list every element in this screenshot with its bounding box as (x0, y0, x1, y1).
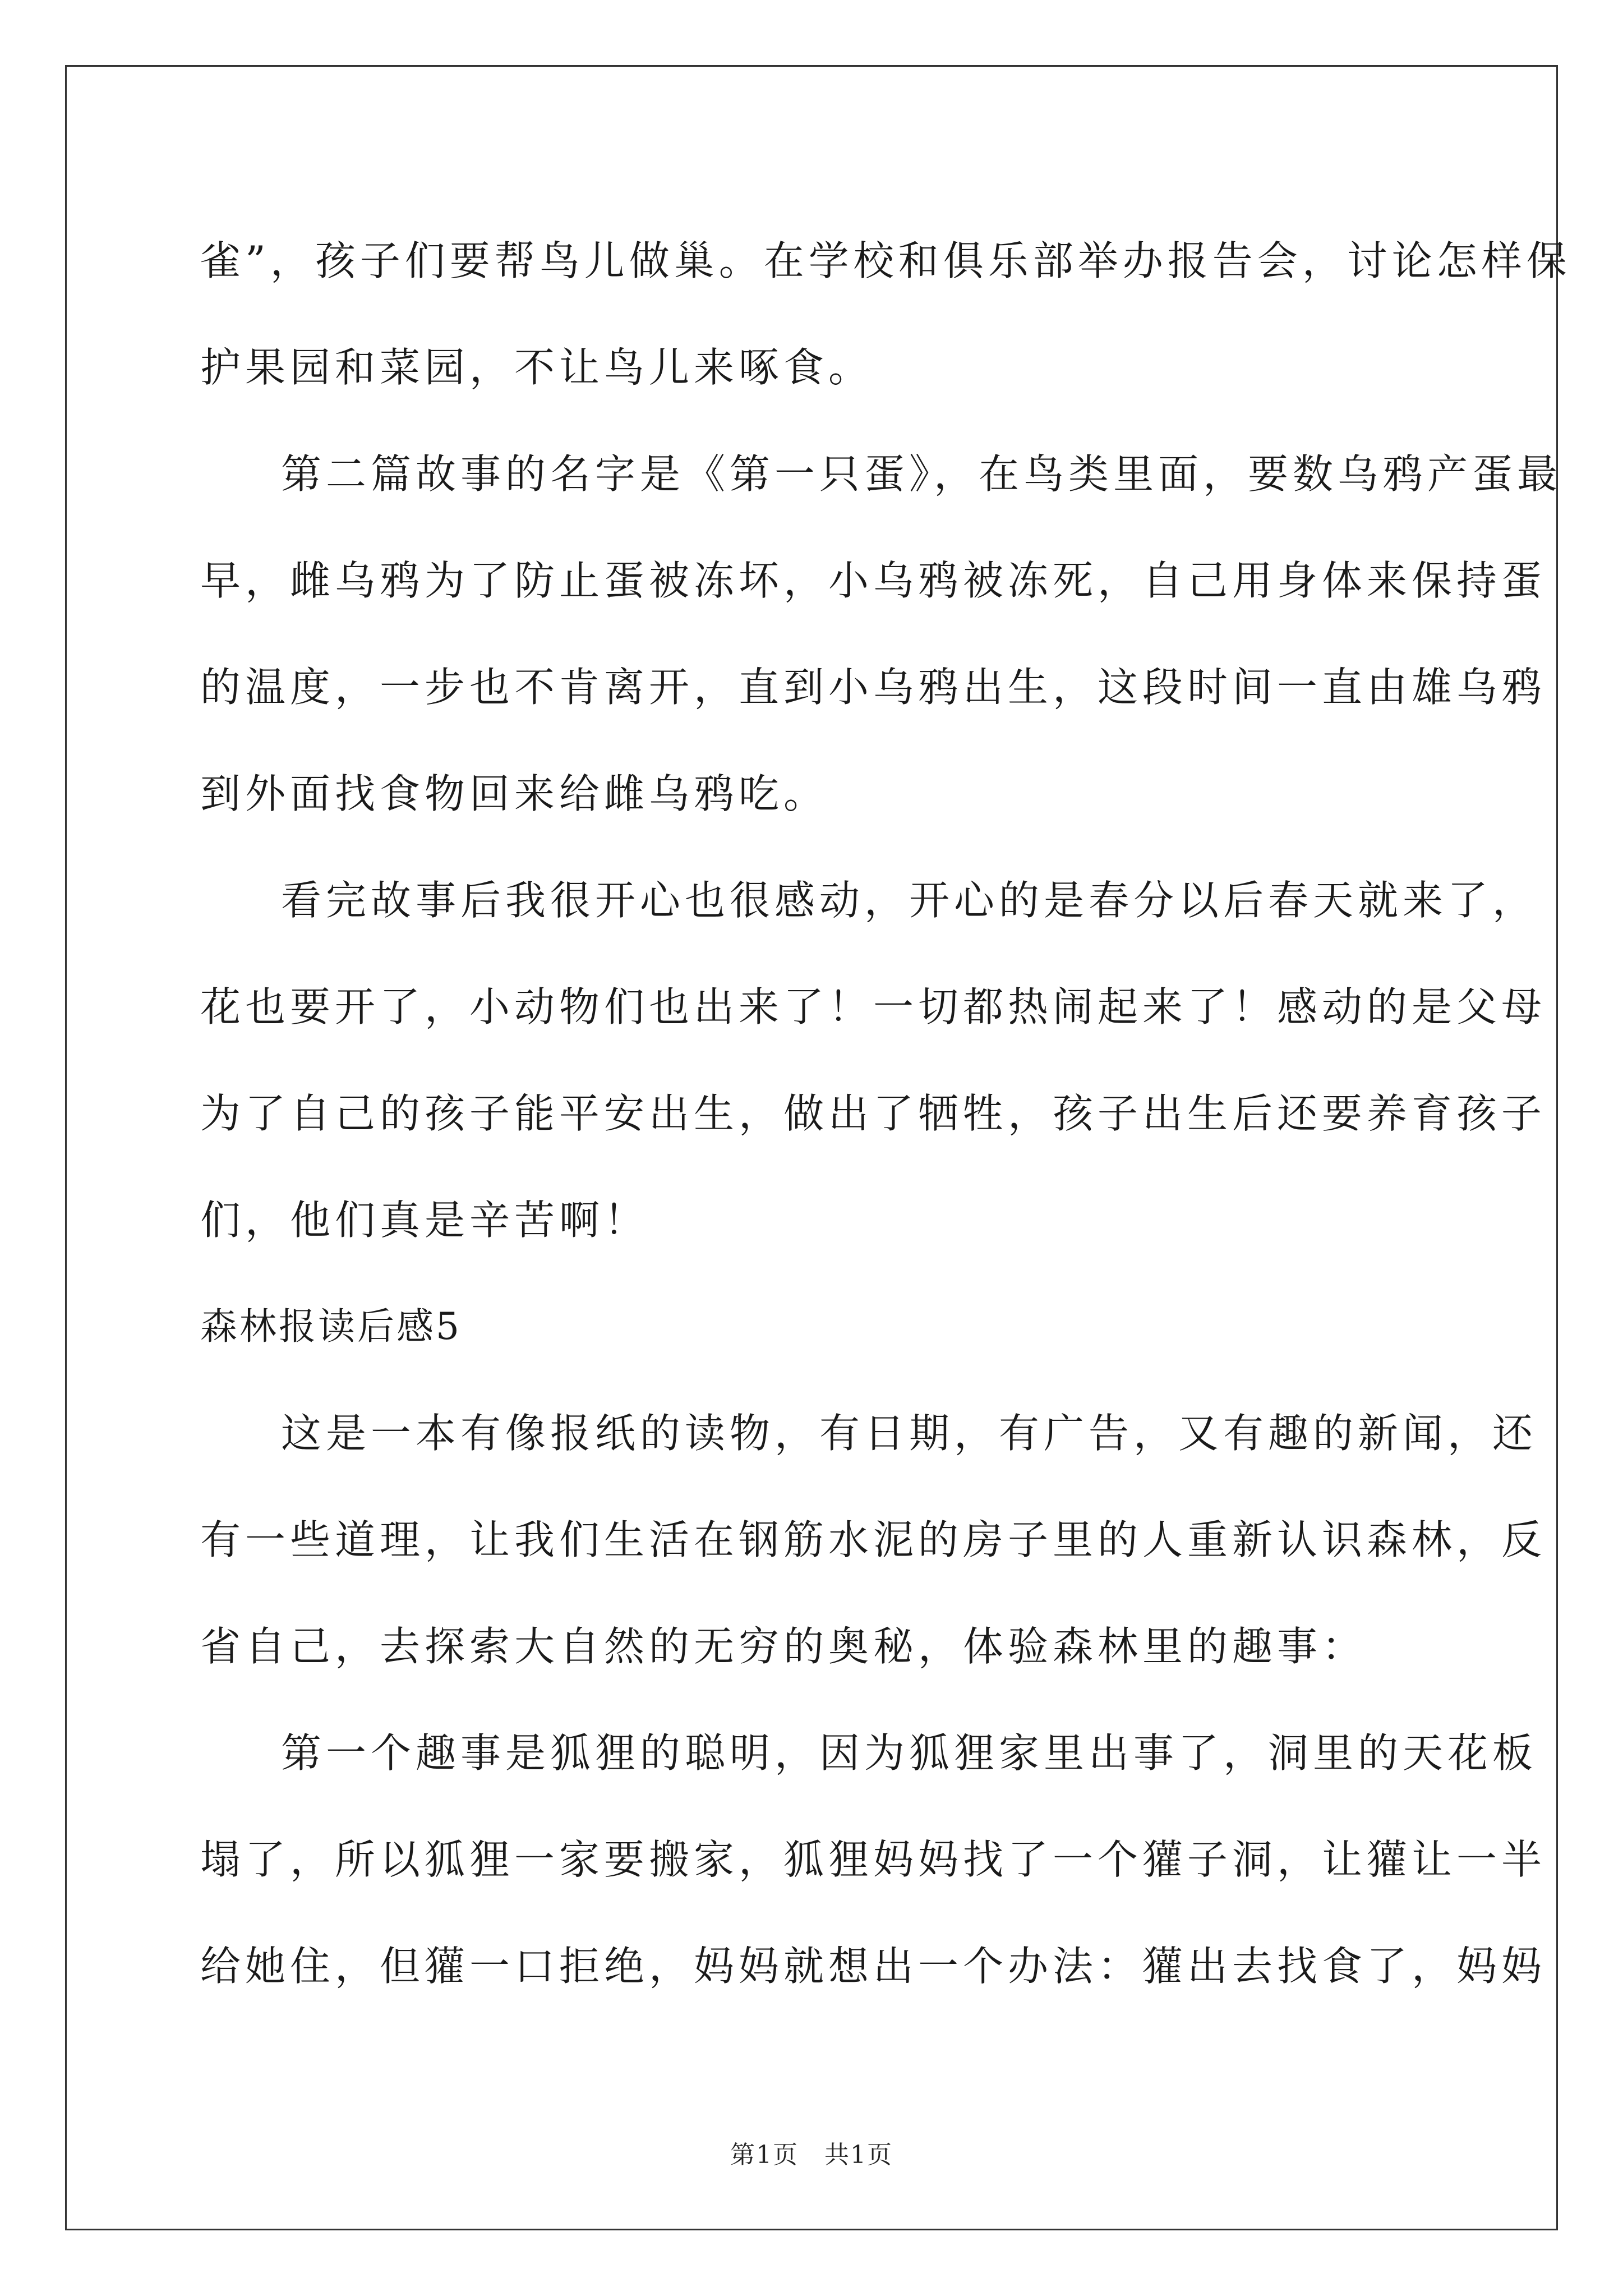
body-line: 花也要开了，小动物们也出来了！一切都热闹起来了！感动的是父母 (200, 983, 1547, 1030)
body-line: 们，他们真是辛苦啊！ (200, 1197, 649, 1244)
body-line: 护果园和菜园，不让鸟儿来啄食。 (200, 344, 874, 391)
body-line: 早，雌乌鸦为了防止蛋被冻坏，小乌鸦被冻死，自己用身体来保持蛋 (200, 557, 1547, 604)
body-line: 有一些道理，让我们生活在钢筋水泥的房子里的人重新认识森林，反 (200, 1516, 1547, 1563)
body-line: 雀”，孩子们要帮鸟儿做巢。在学校和俱乐部举办报告会，讨论怎样保 (200, 237, 1571, 284)
paragraph-start-line: 第一个趣事是狐狸的聪明，因为狐狸家里出事了，洞里的天花板 (281, 1729, 1538, 1777)
body-line: 的温度，一步也不肯离开，直到小乌鸦出生，这段时间一直由雄乌鸦 (200, 664, 1547, 711)
document-body (200, 208, 1571, 2019)
paragraph-start-line: 这是一本有像报纸的读物，有日期，有广告，又有趣的新闻，还 (281, 1410, 1538, 1457)
body-line: 到外面找食物回来给雌乌鸦吃。 (200, 770, 829, 817)
body-line: 塌了，所以狐狸一家要搬家，狐狸妈妈找了一个獾子洞，让獾让一半 (200, 1836, 1547, 1883)
page-footer: 第1页 共1页 (730, 2141, 893, 2169)
section-heading: 森林报读后感5 (200, 1305, 462, 1348)
body-line: 为了自己的孩子能平安出生，做出了牺牲，孩子出生后还要养育孩子 (200, 1090, 1547, 1137)
body-line: 省自己，去探索大自然的无穷的奥秘，体验森林里的趣事： (200, 1623, 1367, 1670)
body-line: 给她住，但獾一口拒绝，妈妈就想出一个办法：獾出去找食了，妈妈 (200, 1943, 1547, 1990)
paragraph-start-line: 第二篇故事的名字是《第一只蛋》，在鸟类里面，要数乌鸦产蛋最 (281, 450, 1562, 498)
paragraph-start-line: 看完故事后我很开心也很感动，开心的是春分以后春天就来了， (281, 877, 1538, 924)
